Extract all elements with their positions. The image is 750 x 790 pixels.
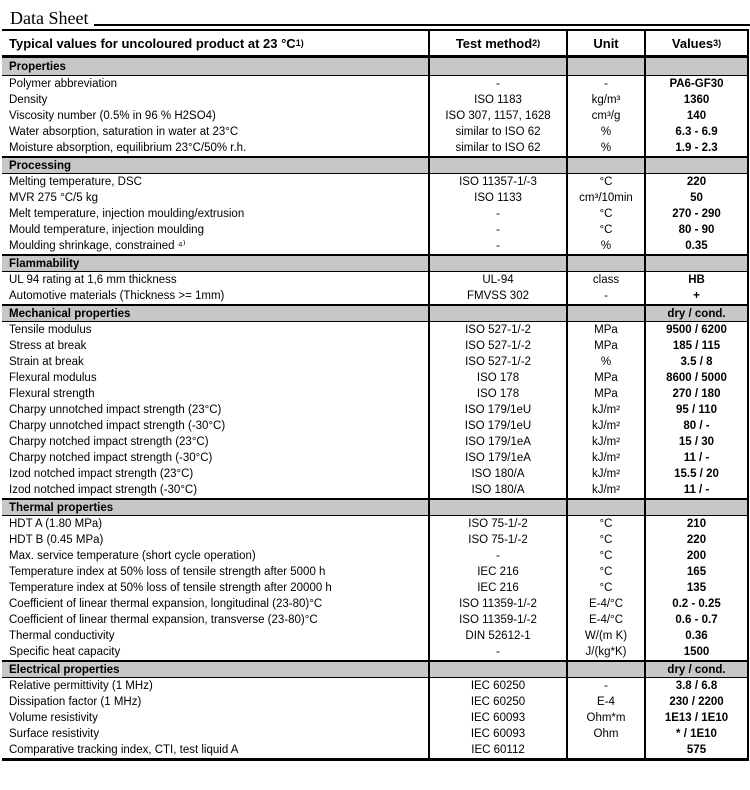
unit-cell: °C: [566, 532, 644, 548]
property-cell: Max. service temperature (short cycle operation): [9, 549, 256, 562]
property-cell: Density: [9, 93, 48, 106]
value-cell: 1.9 - 2.3: [644, 140, 747, 156]
section-method-cell: [428, 500, 566, 515]
value-cell: 11 / -: [644, 450, 747, 466]
title-underline-rule: [94, 24, 750, 26]
section-values-note: dry / cond.: [644, 662, 747, 677]
unit-cell: cm³/g: [566, 108, 644, 124]
property-cell: Flexural strength: [9, 387, 95, 400]
table-row: [2, 482, 747, 498]
value-cell: 1E13 / 1E10: [644, 710, 747, 726]
unit-cell: MPa: [566, 338, 644, 354]
table-body: [2, 58, 747, 758]
value-cell: * / 1E10: [644, 726, 747, 742]
table-row: [2, 742, 747, 758]
section-title: Properties: [9, 60, 66, 73]
table-header-row: [2, 31, 747, 58]
test-method-cell: -: [428, 222, 566, 238]
section-header-properties: [2, 58, 747, 76]
unit-cell: °C: [566, 206, 644, 222]
test-method-cell: IEC 60112: [428, 742, 566, 758]
test-method-cell: ISO 11359-1/-2: [428, 596, 566, 612]
section-unit-cell: [566, 58, 644, 75]
property-cell: Charpy notched impact strength (23°C): [9, 435, 209, 448]
unit-cell: E-4/°C: [566, 612, 644, 628]
table-row: [2, 434, 747, 450]
value-cell: PA6-GF30: [644, 76, 747, 92]
property-cell: Strain at break: [9, 355, 84, 368]
page-title: Data Sheet: [10, 8, 89, 28]
test-method-cell: ISO 75-1/-2: [428, 532, 566, 548]
test-method-cell: ISO 1183: [428, 92, 566, 108]
test-method-cell: ISO 527-1/-2: [428, 322, 566, 338]
property-cell: Automotive materials (Thickness >= 1mm): [9, 289, 225, 302]
section-values-note: dry / cond.: [644, 306, 747, 321]
unit-cell: -: [566, 76, 644, 92]
value-cell: 11 / -: [644, 482, 747, 498]
value-cell: 9500 / 6200: [644, 322, 747, 338]
test-method-cell: ISO 1133: [428, 190, 566, 206]
test-method-cell: FMVSS 302: [428, 288, 566, 304]
column-header-unit-label: Unit: [593, 35, 619, 51]
value-cell: 165: [644, 564, 747, 580]
unit-cell: kg/m³: [566, 92, 644, 108]
table-row: [2, 418, 747, 434]
unit-cell: °C: [566, 222, 644, 238]
test-method-cell: ISO 180/A: [428, 466, 566, 482]
section-header-mechanical-properties: [2, 304, 747, 322]
column-header-test-method-label: Test method: [455, 35, 533, 51]
value-cell: 15 / 30: [644, 434, 747, 450]
unit-cell: cm³/10min: [566, 190, 644, 206]
property-cell: HDT B (0.45 MPa): [9, 533, 104, 546]
value-cell: 3.5 / 8: [644, 354, 747, 370]
test-method-cell: similar to ISO 62: [428, 140, 566, 156]
property-cell: Izod notched impact strength (-30°C): [9, 483, 198, 496]
property-cell: Specific heat capacity: [9, 645, 121, 658]
property-cell: Water absorption, saturation in water at 23°C: [9, 125, 239, 138]
table-row: [2, 580, 747, 596]
table-row: [2, 564, 747, 580]
unit-cell: Ohm*m: [566, 710, 644, 726]
table-row: [2, 354, 747, 370]
table-row: [2, 272, 747, 288]
property-cell: Viscosity number (0.5% in 96 % H2SO4): [9, 109, 216, 122]
test-method-cell: similar to ISO 62: [428, 124, 566, 140]
unit-cell: °C: [566, 516, 644, 532]
section-unit-cell: [566, 306, 644, 321]
value-cell: 210: [644, 516, 747, 532]
section-method-cell: [428, 58, 566, 75]
test-method-cell: ISO 75-1/-2: [428, 516, 566, 532]
value-cell: 200: [644, 548, 747, 564]
test-method-cell: ISO 178: [428, 370, 566, 386]
column-header-values: Values 3): [644, 31, 747, 55]
property-cell: Thermal conductivity: [9, 629, 115, 642]
page-header: [0, 0, 750, 28]
test-method-cell: ISO 527-1/-2: [428, 338, 566, 354]
test-method-cell: IEC 60250: [428, 678, 566, 694]
value-cell: 0.2 - 0.25: [644, 596, 747, 612]
unit-cell: MPa: [566, 386, 644, 402]
value-cell: 6.3 - 6.9: [644, 124, 747, 140]
datasheet-table: [2, 29, 749, 761]
table-row: [2, 532, 747, 548]
property-cell: Polymer abbreviation: [9, 77, 118, 90]
property-cell: Stress at break: [9, 339, 87, 352]
value-cell: 230 / 2200: [644, 694, 747, 710]
unit-cell: °C: [566, 548, 644, 564]
property-cell: Coefficient of linear thermal expansion, longitudinal (23-80)°C: [9, 597, 323, 610]
table-row: [2, 288, 747, 304]
unit-cell: MPa: [566, 322, 644, 338]
section-header-flammability: [2, 254, 747, 272]
property-cell: Tensile modulus: [9, 323, 92, 336]
section-unit-cell: [566, 662, 644, 677]
test-method-cell: IEC 60093: [428, 726, 566, 742]
table-row: [2, 710, 747, 726]
section-title: Electrical properties: [9, 663, 120, 676]
table-row: [2, 76, 747, 92]
test-method-cell: -: [428, 548, 566, 564]
test-method-cell: ISO 179/1eA: [428, 434, 566, 450]
property-cell: Dissipation factor (1 MHz): [9, 695, 142, 708]
property-cell: Charpy notched impact strength (-30°C): [9, 451, 213, 464]
table-row: [2, 124, 747, 140]
section-method-cell: [428, 158, 566, 173]
value-cell: 3.8 / 6.8: [644, 678, 747, 694]
value-cell: 80 / -: [644, 418, 747, 434]
value-cell: 80 - 90: [644, 222, 747, 238]
unit-cell: E-4: [566, 694, 644, 710]
table-row: [2, 92, 747, 108]
test-method-cell: ISO 307, 1157, 1628: [428, 108, 566, 124]
unit-cell: Ohm: [566, 726, 644, 742]
table-row: [2, 644, 747, 660]
unit-cell: %: [566, 238, 644, 254]
unit-cell: °C: [566, 564, 644, 580]
property-cell: Moisture absorption, equilibrium 23°C/50% r.h.: [9, 141, 247, 154]
property-cell: Izod notched impact strength (23°C): [9, 467, 194, 480]
section-title: Processing: [9, 159, 71, 172]
unit-cell: [566, 742, 644, 758]
unit-cell: J/(kg*K): [566, 644, 644, 660]
table-row: [2, 338, 747, 354]
property-cell: MVR 275 °C/5 kg: [9, 191, 98, 204]
table-row: [2, 108, 747, 124]
table-row: [2, 402, 747, 418]
table-row: [2, 386, 747, 402]
column-header-values-label: Values: [671, 35, 714, 51]
unit-cell: kJ/m²: [566, 450, 644, 466]
test-method-cell: ISO 178: [428, 386, 566, 402]
value-cell: 0.35: [644, 238, 747, 254]
value-cell: HB: [644, 272, 747, 288]
table-row: [2, 548, 747, 564]
test-method-cell: -: [428, 76, 566, 92]
section-title: Flammability: [9, 257, 80, 270]
property-cell: Charpy unnotched impact strength (23°C): [9, 403, 222, 416]
table-row: [2, 516, 747, 532]
property-cell: Charpy unnotched impact strength (-30°C): [9, 419, 226, 432]
section-method-cell: [428, 306, 566, 321]
test-method-cell: ISO 527-1/-2: [428, 354, 566, 370]
table-row: [2, 612, 747, 628]
table-row: [2, 726, 747, 742]
unit-cell: kJ/m²: [566, 482, 644, 498]
table-row: [2, 174, 747, 190]
table-row: [2, 206, 747, 222]
property-cell: Volume resistivity: [9, 711, 98, 724]
section-values-note: [644, 158, 747, 173]
property-cell: Temperature index at 50% loss of tensile strength after 20000 h: [9, 581, 332, 594]
property-cell: Coefficient of linear thermal expansion, transverse (23-80)°C: [9, 613, 318, 626]
value-cell: 1360: [644, 92, 747, 108]
value-cell: 1500: [644, 644, 747, 660]
column-header-unit: [566, 31, 644, 55]
table-row: [2, 190, 747, 206]
unit-cell: °C: [566, 174, 644, 190]
unit-cell: E-4/°C: [566, 596, 644, 612]
property-cell: Surface resistivity: [9, 727, 100, 740]
test-method-cell: IEC 60093: [428, 710, 566, 726]
test-method-cell: UL-94: [428, 272, 566, 288]
test-method-cell: ISO 180/A: [428, 482, 566, 498]
table-row: [2, 466, 747, 482]
value-cell: 95 / 110: [644, 402, 747, 418]
table-row: [2, 370, 747, 386]
unit-cell: %: [566, 140, 644, 156]
table-row: [2, 322, 747, 338]
value-cell: +: [644, 288, 747, 304]
table-row: [2, 140, 747, 156]
unit-cell: MPa: [566, 370, 644, 386]
value-cell: 50: [644, 190, 747, 206]
unit-cell: %: [566, 124, 644, 140]
property-cell: Relative permittivity (1 MHz): [9, 679, 153, 692]
column-header-test-method: Test method 2): [428, 31, 566, 55]
column-header-property-label: Typical values for uncoloured product at 23 °C: [9, 35, 296, 51]
property-cell: Comparative tracking index, CTI, test liquid A: [9, 743, 239, 756]
section-unit-cell: [566, 158, 644, 173]
table-row: [2, 628, 747, 644]
value-cell: 270 / 180: [644, 386, 747, 402]
test-method-cell: DIN 52612-1: [428, 628, 566, 644]
value-cell: 0.6 - 0.7: [644, 612, 747, 628]
column-header-property: Typical values for uncoloured product at 23 °C 1): [9, 35, 304, 51]
unit-cell: %: [566, 354, 644, 370]
value-cell: 8600 / 5000: [644, 370, 747, 386]
section-values-note: [644, 500, 747, 515]
unit-cell: kJ/m²: [566, 402, 644, 418]
test-method-cell: -: [428, 644, 566, 660]
value-cell: 0.36: [644, 628, 747, 644]
section-title: Mechanical properties: [9, 307, 131, 320]
table-row: [2, 450, 747, 466]
property-cell: UL 94 rating at 1,6 mm thickness: [9, 273, 177, 286]
table-row: [2, 596, 747, 612]
value-cell: 135: [644, 580, 747, 596]
test-method-cell: ISO 179/1eU: [428, 402, 566, 418]
unit-cell: kJ/m²: [566, 434, 644, 450]
property-cell: Moulding shrinkage, constrained ⁴⁾: [9, 239, 186, 252]
section-header-processing: [2, 156, 747, 174]
section-unit-cell: [566, 256, 644, 271]
property-cell: Temperature index at 50% loss of tensile strength after 5000 h: [9, 565, 326, 578]
unit-cell: -: [566, 288, 644, 304]
test-method-cell: ISO 179/1eU: [428, 418, 566, 434]
property-cell: HDT A (1.80 MPa): [9, 517, 103, 530]
property-cell: Melt temperature, injection moulding/extrusion: [9, 207, 245, 220]
test-method-cell: IEC 216: [428, 564, 566, 580]
table-row: [2, 694, 747, 710]
value-cell: 220: [644, 532, 747, 548]
section-method-cell: [428, 662, 566, 677]
unit-cell: °C: [566, 580, 644, 596]
unit-cell: W/(m K): [566, 628, 644, 644]
table-row: [2, 678, 747, 694]
unit-cell: -: [566, 678, 644, 694]
value-cell: 185 / 115: [644, 338, 747, 354]
section-header-electrical-properties: [2, 660, 747, 678]
unit-cell: kJ/m²: [566, 418, 644, 434]
section-header-thermal-properties: [2, 498, 747, 516]
table-row: [2, 222, 747, 238]
value-cell: 15.5 / 20: [644, 466, 747, 482]
test-method-cell: ISO 11357-1/-3: [428, 174, 566, 190]
section-values-note: [644, 256, 747, 271]
property-cell: Melting temperature, DSC: [9, 175, 142, 188]
value-cell: 270 - 290: [644, 206, 747, 222]
test-method-cell: IEC 60250: [428, 694, 566, 710]
table-row: [2, 238, 747, 254]
test-method-cell: -: [428, 206, 566, 222]
test-method-cell: ISO 11359-1/-2: [428, 612, 566, 628]
section-unit-cell: [566, 500, 644, 515]
value-cell: 140: [644, 108, 747, 124]
unit-cell: kJ/m²: [566, 466, 644, 482]
property-cell: Flexural modulus: [9, 371, 97, 384]
unit-cell: class: [566, 272, 644, 288]
property-cell: Mould temperature, injection moulding: [9, 223, 204, 236]
test-method-cell: IEC 216: [428, 580, 566, 596]
section-title: Thermal properties: [9, 501, 114, 514]
test-method-cell: -: [428, 238, 566, 254]
value-cell: 575: [644, 742, 747, 758]
value-cell: 220: [644, 174, 747, 190]
test-method-cell: ISO 179/1eA: [428, 450, 566, 466]
section-values-note: [644, 58, 747, 75]
section-method-cell: [428, 256, 566, 271]
